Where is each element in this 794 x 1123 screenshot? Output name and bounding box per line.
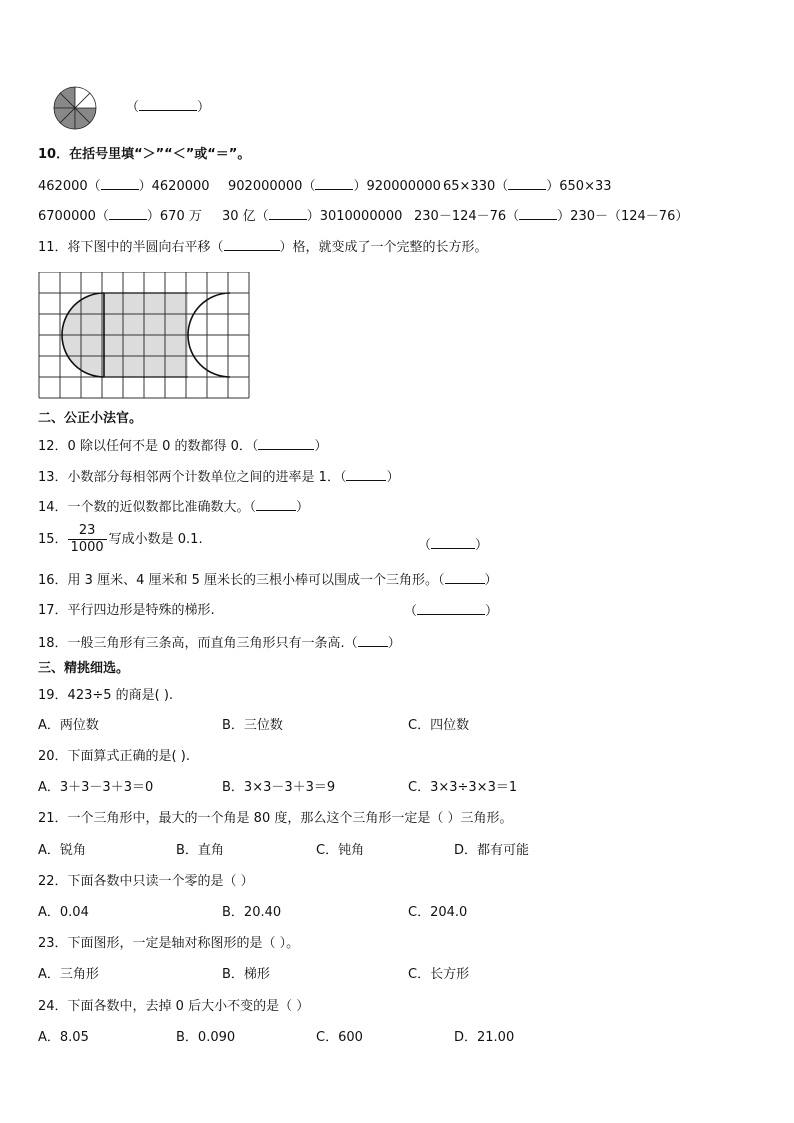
q17-statement: 17．平行四边形是特殊的梯形. (38, 603, 215, 618)
q10-row1-item2[interactable]: 902000000（ ）920000000 (228, 179, 441, 194)
q10-row2-item3[interactable]: 230－124－76（ ）230－（124－76） (414, 209, 689, 224)
q10-row1-item3[interactable]: 65×330（ ）650×33 (443, 179, 612, 194)
q21-option-c[interactable]: C．钝角 (316, 843, 365, 858)
q20-option-a[interactable]: A．3＋3－3＋3＝0 (38, 780, 154, 795)
q23-option-c[interactable]: C．长方形 (408, 967, 470, 982)
q9-answer-blank[interactable]: （ ） (126, 100, 211, 115)
q13-statement[interactable]: 13．小数部分每相邻两个计数单位之间的进率是 1．（ ） (38, 470, 400, 485)
q24-option-b[interactable]: B．0.090 (176, 1030, 236, 1045)
q17-answer-blank[interactable]: （ ） (404, 604, 499, 619)
q22-option-b[interactable]: B．20.40 (222, 905, 282, 920)
q24-option-c[interactable]: C．600 (316, 1030, 363, 1045)
q24-question: 24．下面各数中，去掉 0 后大小不变的是（ ） (38, 999, 310, 1014)
q21-option-a[interactable]: A．锐角 (38, 843, 86, 858)
q15-answer-blank[interactable]: （ ） (418, 538, 489, 553)
q22-option-c[interactable]: C．204.0 (408, 905, 468, 920)
q20-question: 20．下面算式正确的是( ). (38, 749, 190, 764)
q19-option-a[interactable]: A．两位数 (38, 718, 99, 733)
q19-question: 19．423÷5 的商是( ). (38, 688, 174, 703)
q10-row1-item1[interactable]: 462000（ ）4620000 (38, 179, 210, 194)
q24-option-d[interactable]: D．21.00 (454, 1030, 515, 1045)
q23-option-a[interactable]: A．三角形 (38, 967, 99, 982)
grid-semicircle-figure (38, 272, 252, 400)
q21-question: 21．一个三角形中，最大的一个角是 80 度，那么这个三角形一定是（ ）三角形。 (38, 811, 513, 826)
q18-statement[interactable]: 18．一般三角形有三条高，而直角三角形只有一条高.（ ） (38, 636, 401, 651)
q12-statement[interactable]: 12．0 除以任何不是 0 的数都得 0．（ ） (38, 439, 328, 454)
q22-question: 22．下面各数中只读一个零的是（ ） (38, 874, 254, 889)
q21-option-b[interactable]: B．直角 (176, 843, 224, 858)
q14-statement[interactable]: 14．一个数的近似数都比准确数大。（ ） (38, 500, 310, 515)
q23-question: 23．下面图形，一定是轴对称图形的是（ ）。 (38, 936, 300, 951)
q11-text[interactable]: 11．将下图中的半圆向右平移（ ）格，就变成了一个完整的长方形。 (38, 240, 488, 255)
q21-option-d[interactable]: D．都有可能 (454, 843, 530, 858)
q10-row2-item1[interactable]: 6700000（ ）670 万 (38, 209, 202, 224)
q22-option-a[interactable]: A．0.04 (38, 905, 89, 920)
q15-statement: 15． $\frac{23}{1000}$ 写成小数是 0.1. (38, 523, 203, 555)
q10-title: 10．在括号里填“＞”“＜”或“＝”。 (38, 147, 251, 162)
q20-option-b[interactable]: B．3×3－3＋3＝9 (222, 780, 336, 795)
fraction: $\frac{23}{1000}$ (68, 523, 107, 556)
pie-fraction-figure (52, 85, 98, 131)
q16-statement[interactable]: 16．用 3 厘米、4 厘米和 5 厘米长的三根小棒可以围成一个三角形。（ ） (38, 573, 498, 588)
q24-option-a[interactable]: A．8.05 (38, 1030, 89, 1045)
q10-row2-item2[interactable]: 30 亿（ ）3010000000 (222, 209, 403, 224)
section-2-heading: 二、公正小法官。 (38, 411, 143, 426)
q20-option-c[interactable]: C．3×3÷3×3＝1 (408, 780, 518, 795)
section-3-heading: 三、精挑细选。 (38, 661, 130, 676)
q19-option-c[interactable]: C．四位数 (408, 718, 470, 733)
q23-option-b[interactable]: B．梯形 (222, 967, 270, 982)
q19-option-b[interactable]: B．三位数 (222, 718, 283, 733)
